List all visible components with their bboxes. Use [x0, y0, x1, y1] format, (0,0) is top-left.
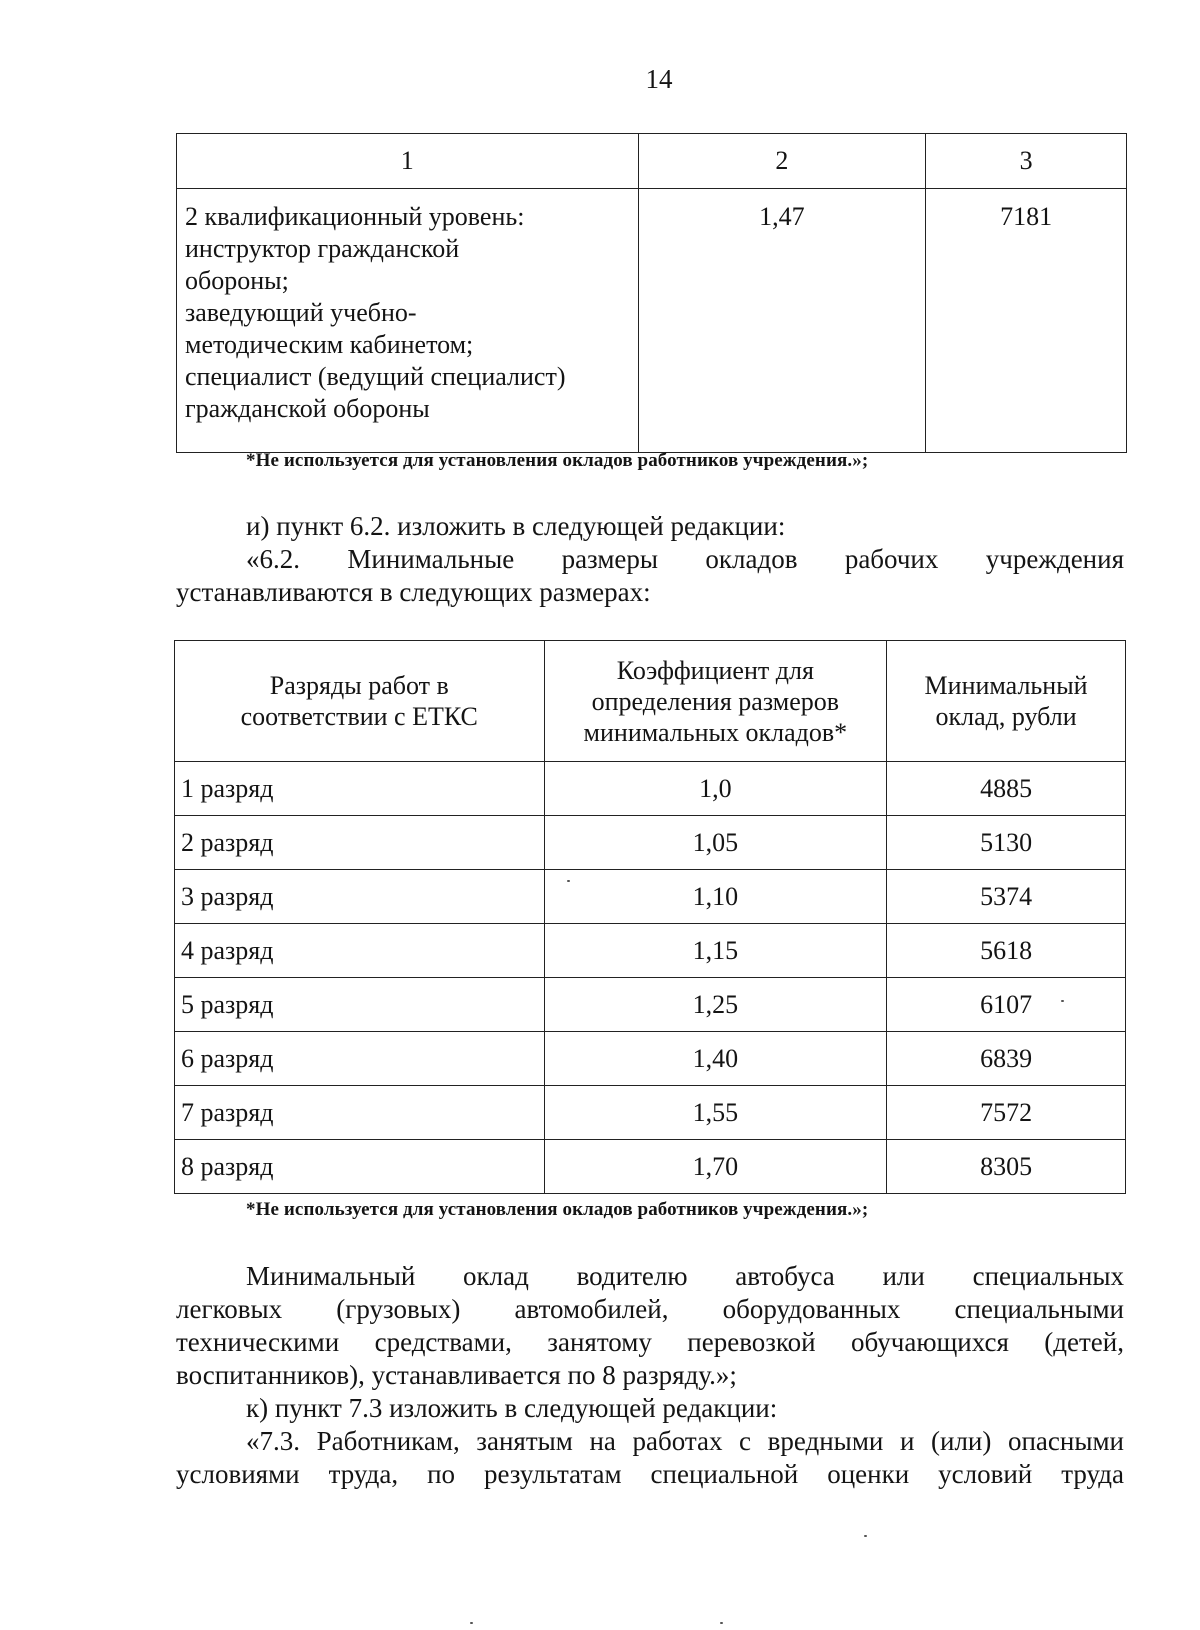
page-number: 14	[645, 64, 673, 94]
description-line: специалист (ведущий специалист)	[185, 362, 566, 391]
coefficient-cell: 1,0	[544, 762, 887, 816]
header-line: оклад, рубли	[935, 702, 1077, 731]
grade-cell: 4 разряд	[175, 924, 545, 978]
header-line: определения размеров	[591, 686, 840, 716]
paragraph-driver	[176, 1260, 1124, 1392]
table-row	[177, 189, 1127, 453]
description-line: гражданской обороны	[185, 394, 430, 423]
paragraph-k	[176, 1392, 1124, 1425]
paragraph-6-2	[176, 543, 1124, 609]
salary-cell: 4885	[887, 762, 1126, 816]
qualification-description	[177, 189, 639, 453]
coefficient-cell: 1,10	[544, 870, 887, 924]
paragraph-line: «6.2. Минимальные размеры окладов рабочих учреждения	[246, 544, 1124, 574]
header-cell-2: 2	[638, 134, 926, 189]
scan-speck	[720, 1622, 723, 1624]
paragraph-line: техническими средствами, занятому перевозкой обучающихся (детей,	[176, 1327, 1124, 1357]
header-grades	[175, 641, 545, 762]
paragraph-i	[176, 510, 1124, 543]
table-row	[175, 1140, 1126, 1194]
coefficient-cell: 1,15	[544, 924, 887, 978]
salary-cell: 5130	[887, 816, 1126, 870]
grade-cell: 6 разряд	[175, 1032, 545, 1086]
coefficient-cell: 1,70	[544, 1140, 887, 1194]
coefficient-cell: 1,25	[544, 978, 887, 1032]
table-header-row	[175, 641, 1126, 762]
grade-cell: 3 разряд	[175, 870, 545, 924]
grade-cell: 8 разряд	[175, 1140, 545, 1194]
salary-cell: 6839	[887, 1032, 1126, 1086]
table-row	[175, 870, 1126, 924]
salary-cell: 8305	[887, 1140, 1126, 1194]
header-cell-3: 3	[926, 134, 1127, 189]
paragraph-line: Минимальный оклад водителю автобуса или специальных	[246, 1261, 1124, 1291]
salary-cell: 5618	[887, 924, 1126, 978]
qualification-table	[176, 133, 1127, 453]
scan-speck	[1061, 1000, 1064, 1002]
grade-cell: 2 разряд	[175, 816, 545, 870]
header-line: Разряды работ в	[269, 671, 449, 700]
coefficient-cell: 1,05	[544, 816, 887, 870]
paragraph-line: «7.3. Работникам, занятым на работах с вредными и (или) опасными	[246, 1426, 1124, 1456]
header-coefficient	[544, 641, 887, 762]
table-row	[175, 1086, 1126, 1140]
grades-table	[174, 640, 1126, 1194]
table-row	[175, 816, 1126, 870]
header-cell-1: 1	[177, 134, 639, 189]
grade-cell: 7 разряд	[175, 1086, 545, 1140]
grade-cell: 1 разряд	[175, 762, 545, 816]
table-header-row	[177, 134, 1127, 189]
paragraph-line: и) пункт 6.2. изложить в следующей редакции:	[246, 511, 786, 541]
coefficient-cell: 1,55	[544, 1086, 887, 1140]
table-row	[175, 978, 1126, 1032]
header-line: Коэффициент для	[616, 655, 814, 685]
paragraph-7-3	[176, 1425, 1124, 1491]
paragraph-line: к) пункт 7.3 изложить в следующей редакции:	[246, 1393, 778, 1423]
coefficient-cell: 1,47	[638, 189, 926, 453]
footnote: *Не используется для установления окладов работников учреждения.»;	[246, 1199, 869, 1220]
table-row	[175, 762, 1126, 816]
paragraph-line: устанавливаются в следующих размерах:	[176, 577, 651, 607]
header-line: минимальных окладов*	[583, 717, 848, 747]
header-line: Минимальный	[924, 671, 1088, 700]
header-line: соответствии с ЕТКС	[240, 702, 478, 731]
salary-cell: 7181	[926, 189, 1127, 453]
scan-speck	[470, 1622, 473, 1624]
paragraph-line: условиями труда, по результатам специальной оценки условий труда	[176, 1459, 1124, 1489]
salary-cell: 6107	[887, 978, 1126, 1032]
salary-cell: 5374	[887, 870, 1126, 924]
header-salary	[887, 641, 1126, 762]
table-row	[175, 1032, 1126, 1086]
paragraph-line: воспитанников), устанавливается по 8 разряду.»;	[176, 1360, 737, 1390]
grade-cell: 5 разряд	[175, 978, 545, 1032]
description-line: заведующий учебно-	[185, 298, 417, 327]
coefficient-cell: 1,40	[544, 1032, 887, 1086]
description-line: инструктор гражданской	[185, 234, 460, 263]
description-line: 2 квалификационный уровень:	[185, 202, 525, 231]
table-row	[175, 924, 1126, 978]
footnote: *Не используется для установления окладов работников учреждения.»;	[246, 450, 869, 471]
description-line: обороны;	[185, 266, 289, 295]
salary-cell: 7572	[887, 1086, 1126, 1140]
scan-speck	[864, 1535, 867, 1537]
paragraph-line: легковых (грузовых) автомобилей, оборудованных специальными	[176, 1294, 1124, 1324]
description-line: методическим кабинетом;	[185, 330, 474, 359]
scan-speck	[567, 880, 570, 882]
